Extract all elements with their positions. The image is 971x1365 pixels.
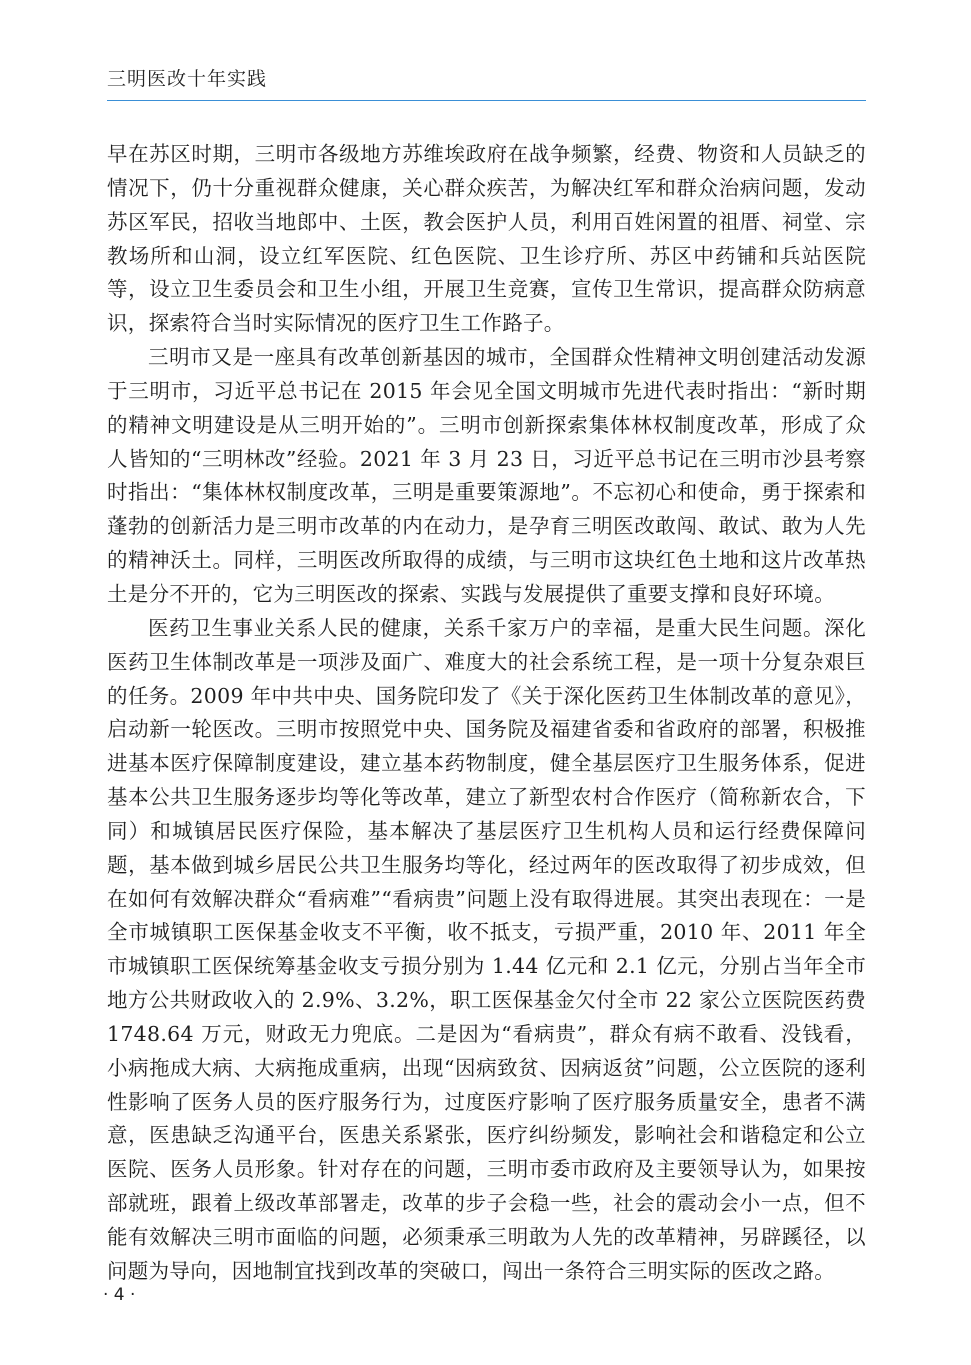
page-number: · 4 · <box>103 1285 136 1305</box>
paragraph-3: 医药卫生事业关系人民的健康，关系千家万户的幸福，是重大民生问题。深化医药卫生体制改革是一项涉及面广、难度大的社会系统工程，是一项十分复杂艰巨的任务。2009 年中共中央、国务院印发了《关于深化医药卫生体制改革的意见》，启动新一轮医改。三明市按照党中央、国务院及福建省委和省政府的部署，积极推进基本医疗保障制度建设，建立基本药物制度，健全基层医疗卫生服务体系，促进基本公共卫生服务逐步均等化等改革，建立了新型农村合作医疗（简称新农合，下同）和城镇居民医疗保险，基本解决了基层医疗卫生机构人员和运行经费保障问题，基本做到城乡居民公共卫生服务均等化，经过两年的医改取得了初步成效，但在如何有效解决群众“看病难”“看病贵”问题上没有取得进展。其突出表现在：一是全市城镇职工医保基金收支不平衡，收不抵支，亏损严重，2010 年、2011 年全市城镇职工医保统筹基金收支亏损分别为 1.44 亿元和 2.1 亿元，分别占当年全市地方公共财政收入的 2.9%、3.2%，职工医保基金欠付全市 22 家公立医院医药费 1748.64 万元，财政无力兜底。二是因为“看病贵”，群众有病不敢看、没钱看，小病拖成大病、大病拖成重病，出现“因病致贫、因病返贫”问题，公立医院的逐利性影响了医务人员的医疗服务行为，过度医疗影响了医疗服务质量安全，患者不满意，医患缺乏沟通平台，医患关系紧张，医疗纠纷频发，影响社会和谐稳定和公立医院、医务人员形象。针对存在的问题，三明市委市政府及主要领导认为，如果按部就班，跟着上级改革部署走，改革的步子会稳一些，社会的震动会小一点，但不能有效解决三明市面临的问题，必须秉承三明敢为人先的改革精神，另辟蹊径，以问题为导向，因地制宜找到改革的突破口，闯出一条符合三明实际的医改之路。 <box>107 615 866 1283</box>
paragraph-2: 三明市又是一座具有改革创新基因的城市，全国群众性精神文明创建活动发源于三明市，习近平总书记在 2015 年会见全国文明城市先进代表时指出：“新时期的精神文明建设是从三明开始的”。三明市创新探索集体林权制度改革，形成了众人皆知的“三明林改”经验。2021 年 3 月 23 日，习近平总书记在三明市沙县考察时指出：“集体林权制度改革，三明是重要策源地”。不忘初心和使命，勇于探索和蓬勃的创新活力是三明市改革的内在动力，是孕育三明医改敢闯、敢试、敢为人先的精神沃土。同样，三明医改所取得的成绩，与三明市这块红色土地和这片改革热土是分不开的，它为三明医改的探索、实践与发展提供了重要支撑和良好环境。 <box>107 345 866 606</box>
body-text <box>107 138 866 1289</box>
header-divider <box>107 100 866 101</box>
running-header-title: 三明医改十年实践 <box>107 68 268 90</box>
paragraph-1: 早在苏区时期，三明市各级地方苏维埃政府在战争频繁，经费、物资和人员缺乏的情况下，仍十分重视群众健康，关心群众疾苦，为解决红军和群众治病问题，发动苏区军民，招收当地郎中、土医，教会医护人员，利用百姓闲置的祖厝、祠堂、宗教场所和山洞，设立红军医院、红色医院、卫生诊疗所、苏区中药铺和兵站医院等，设立卫生委员会和卫生小组，开展卫生竞赛，宣传卫生常识，提高群众防病意识，探索符合当时实际情况的医疗卫生工作路子。 <box>107 142 866 336</box>
